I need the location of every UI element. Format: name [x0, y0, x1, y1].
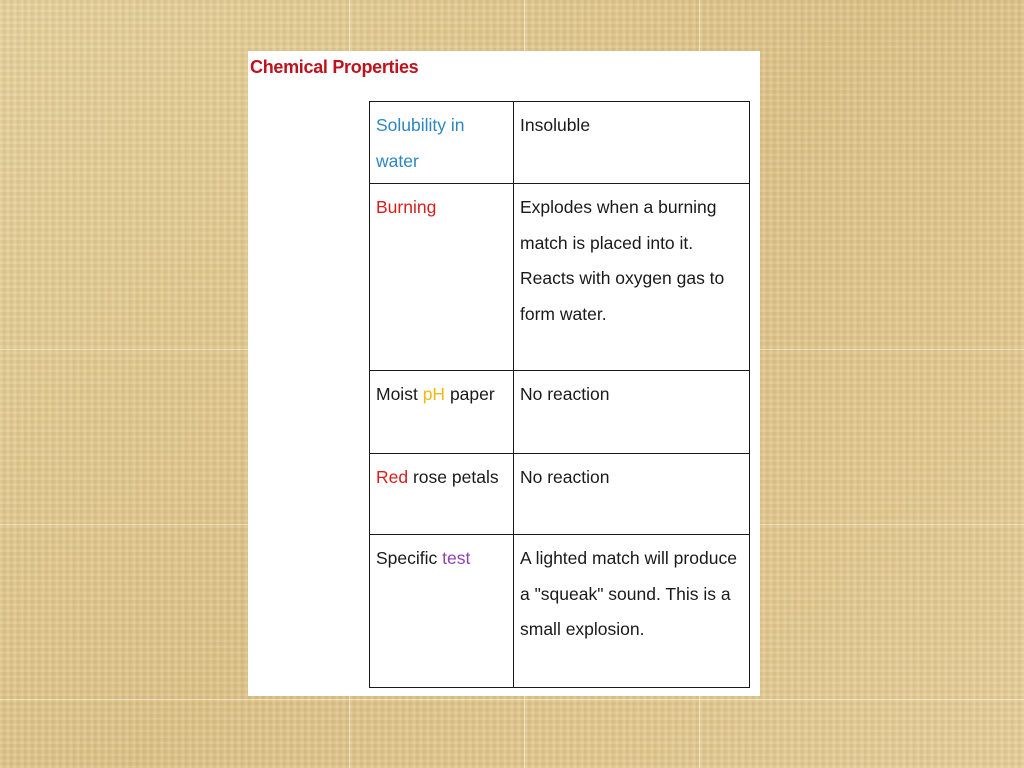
- property-cell: [370, 184, 514, 371]
- value-cell: Insoluble: [514, 102, 750, 184]
- table-row: [370, 184, 750, 371]
- table-row: [370, 102, 750, 184]
- value-cell: Explodes when a burning match is placed into it. Reacts with oxygen gas to form water.: [514, 184, 750, 371]
- property-label-text: Moist: [376, 384, 418, 404]
- property-label-highlight: test: [442, 548, 471, 568]
- tile-seam: [0, 699, 1024, 700]
- value-cell: No reaction: [514, 454, 750, 535]
- value-cell: A lighted match will produce a "squeak" sound. This is a small explosion.: [514, 535, 750, 688]
- table-row: [370, 535, 750, 688]
- table-row: [370, 371, 750, 454]
- property-label-highlight: Red: [376, 467, 409, 487]
- property-label-text: rose petals: [412, 467, 499, 487]
- property-label-highlight: pH: [422, 384, 446, 404]
- property-label-text: Specific: [376, 548, 438, 568]
- property-label: Solubility in water: [376, 115, 465, 171]
- table-row: [370, 454, 750, 535]
- content-panel: [248, 51, 760, 696]
- property-label-text: paper: [449, 384, 495, 404]
- value-cell: No reaction: [514, 371, 750, 454]
- property-cell: [370, 535, 514, 688]
- property-cell: [370, 454, 514, 535]
- property-label: Burning: [376, 197, 437, 217]
- property-cell: [370, 371, 514, 454]
- properties-table: [369, 101, 750, 688]
- property-cell: [370, 102, 514, 184]
- section-heading: Chemical Properties: [250, 57, 419, 77]
